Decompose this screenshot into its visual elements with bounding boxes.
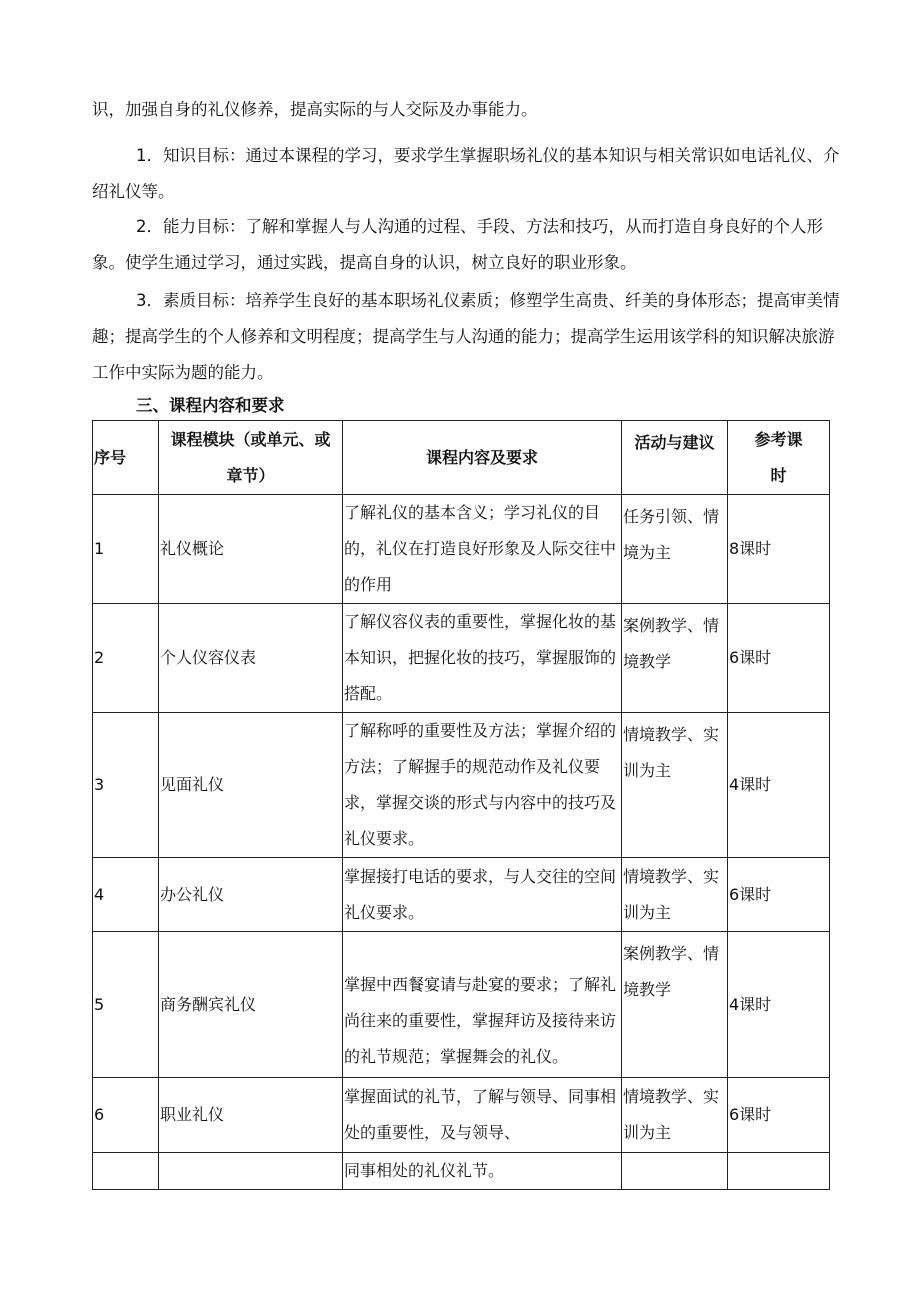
cell-activity: 案例教学、情境教学 — [622, 604, 728, 713]
table-header-row — [93, 421, 830, 495]
cell-empty — [159, 1153, 343, 1190]
cell-activity: 案例教学、情境教学 — [622, 932, 728, 1078]
table-row — [93, 858, 830, 932]
header-module: 课程模块（或单元、或章节） — [159, 421, 343, 495]
cell-activity: 情境教学、实训为主 — [622, 1078, 728, 1153]
cell-module: 办公礼仪 — [159, 858, 343, 932]
table-row — [93, 932, 830, 1078]
cell-content: 了解礼仪的基本含义；学习礼仪的目的，礼仪在打造良好形象及人际交往中的作用 — [343, 495, 622, 604]
cell-hours: 4课时 — [728, 713, 830, 858]
cell-activity: 情境教学、实训为主 — [622, 858, 728, 932]
cell-content: 了解仪容仪表的重要性，掌握化妆的基本知识，把握化妆的技巧，掌握服饰的搭配。 — [343, 604, 622, 713]
cell-seq: 5 — [93, 932, 159, 1078]
section-heading: 三、课程内容和要求 — [136, 396, 285, 415]
paragraph-goal-ability: 2．能力目标：了解和掌握人与人沟通的过程、手段、方法和技巧，从而打造自身良好的个人形象。使学生通过学习，通过实践，提高自身的认识，树立良好的职业形象。 — [92, 217, 823, 272]
header-activity: 活动与建议 — [622, 421, 728, 495]
cell-seq: 4 — [93, 858, 159, 932]
paragraph-intro-tail: 识，加强自身的礼仪修养，提高实际的与人交际及办事能力。 — [92, 100, 538, 119]
cell-content: 掌握接打电话的要求，与人交往的空间礼仪要求。 — [343, 858, 622, 932]
table-row — [93, 713, 830, 858]
cell-hours: 4课时 — [728, 932, 830, 1078]
cell-seq: 6 — [93, 1078, 159, 1153]
cell-hours: 6课时 — [728, 1078, 830, 1153]
cell-hours: 6课时 — [728, 604, 830, 713]
header-seq: 序号 — [93, 421, 159, 495]
cell-module: 职业礼仪 — [159, 1078, 343, 1153]
table-row — [93, 1078, 830, 1153]
cell-empty — [622, 1153, 728, 1190]
cell-module: 见面礼仪 — [159, 713, 343, 858]
cell-activity: 情境教学、实训为主 — [622, 713, 728, 858]
paragraph-goal-knowledge: 1．知识目标：通过本课程的学习，要求学生掌握职场礼仪的基本知识与相关常识如电话礼仪、介绍礼仪等。 — [92, 146, 840, 201]
paragraph-goal-quality: 3．素质目标：培养学生良好的基本职场礼仪素质；修塑学生高贵、纤美的身体形态；提高审美情趣；提高学生的个人修养和文明程度；提高学生与人沟通的能力；提高学生运用该学科的知识解决旅游工作中实际为题的能力。 — [92, 291, 840, 382]
cell-module: 礼仪概论 — [159, 495, 343, 604]
cell-seq: 2 — [93, 604, 159, 713]
cell-empty — [93, 1153, 159, 1190]
cell-seq: 1 — [93, 495, 159, 604]
cell-content-continuation: 同事相处的礼仪礼节。 — [343, 1153, 622, 1190]
cell-seq: 3 — [93, 713, 159, 858]
table-row — [93, 604, 830, 713]
cell-activity: 任务引领、情境为主 — [622, 495, 728, 604]
header-content: 课程内容及要求 — [343, 421, 622, 495]
cell-hours: 8课时 — [728, 495, 830, 604]
cell-content: 了解称呼的重要性及方法；掌握介绍的方法；了解握手的规范动作及礼仪要求，掌握交谈的形式与内容中的技巧及礼仪要求。 — [343, 713, 622, 858]
cell-empty — [728, 1153, 830, 1190]
cell-content: 掌握中西餐宴请与赴宴的要求；了解礼尚往来的重要性，掌握拜访及接待来访的礼节规范；掌握舞会的礼仪。 — [343, 932, 622, 1078]
header-hours: 参考课时 — [728, 421, 830, 495]
cell-hours: 6课时 — [728, 858, 830, 932]
course-content-table — [92, 420, 830, 1190]
cell-content: 掌握面试的礼节，了解与领导、同事相处的重要性，及与领导、 — [343, 1078, 622, 1153]
cell-module: 个人仪容仪表 — [159, 604, 343, 713]
table-row — [93, 495, 830, 604]
table-row-continuation — [93, 1153, 830, 1190]
cell-module: 商务酬宾礼仪 — [159, 932, 343, 1078]
